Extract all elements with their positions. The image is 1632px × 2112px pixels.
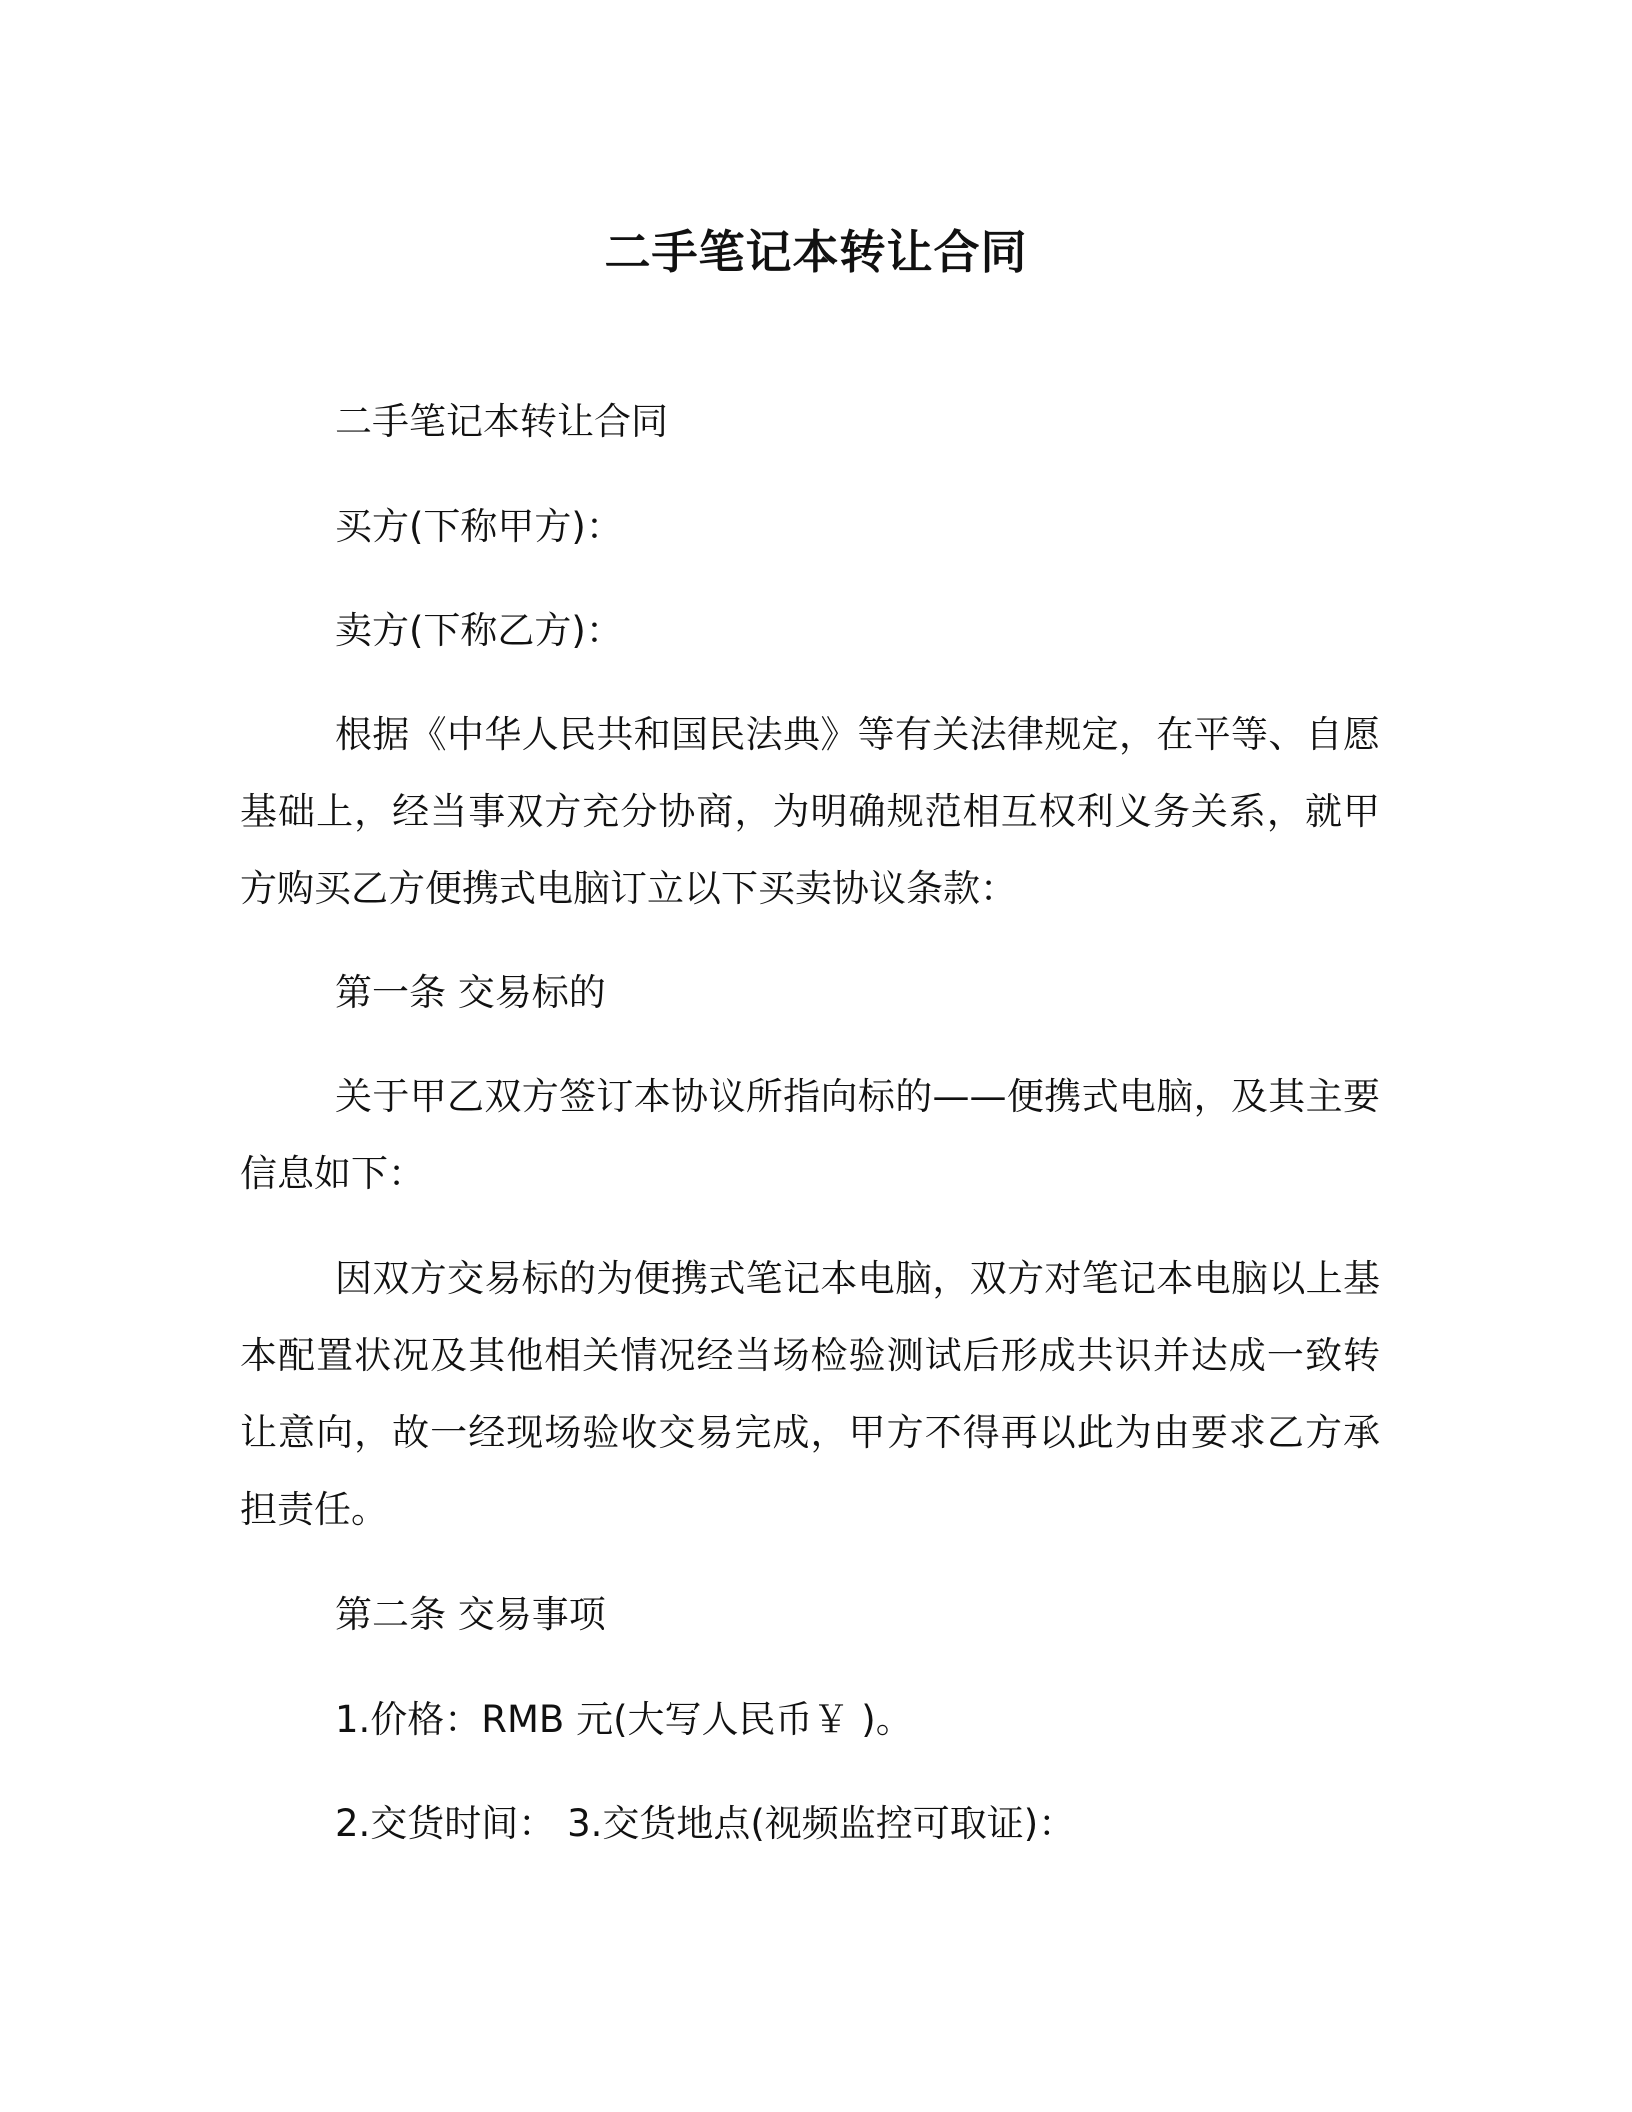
article-one-intro: 关于甲乙双方签订本协议所指向标的——便携式电脑，及其主要信息如下：: [240, 1075, 1380, 1195]
document-title: 二手笔记本转让合同: [604, 225, 1028, 279]
contract-name-line: 二手笔记本转让合同: [335, 400, 668, 443]
delivery-line: 2.交货时间： 3.交货地点(视频监控可取证)：: [335, 1802, 1076, 1845]
article-two-heading: 第二条 交易事项: [335, 1593, 606, 1636]
seller-line: 卖方(下称乙方)：: [335, 609, 623, 652]
article-one-acceptance: 因双方交易标的为便携式笔记本电脑，双方对笔记本电脑以上基本配置状况及其他相关情况经当场检验测试后形成共识并达成一致转让意向，故一经现场验收交易完成，甲方不得再以此为由要求乙方承担责任。: [240, 1257, 1380, 1531]
preamble-paragraph: 根据《中华人民共和国民法典》等有关法律规定，在平等、自愿基础上，经当事双方充分协商，为明确规范相互权利义务关系，就甲方购买乙方便携式电脑订立以下买卖协议条款：: [240, 713, 1380, 910]
buyer-line: 买方(下称甲方)：: [335, 505, 623, 548]
price-line: 1.价格：RMB 元(大写人民币￥ )。: [335, 1698, 913, 1741]
article-one-heading: 第一条 交易标的: [335, 971, 606, 1014]
